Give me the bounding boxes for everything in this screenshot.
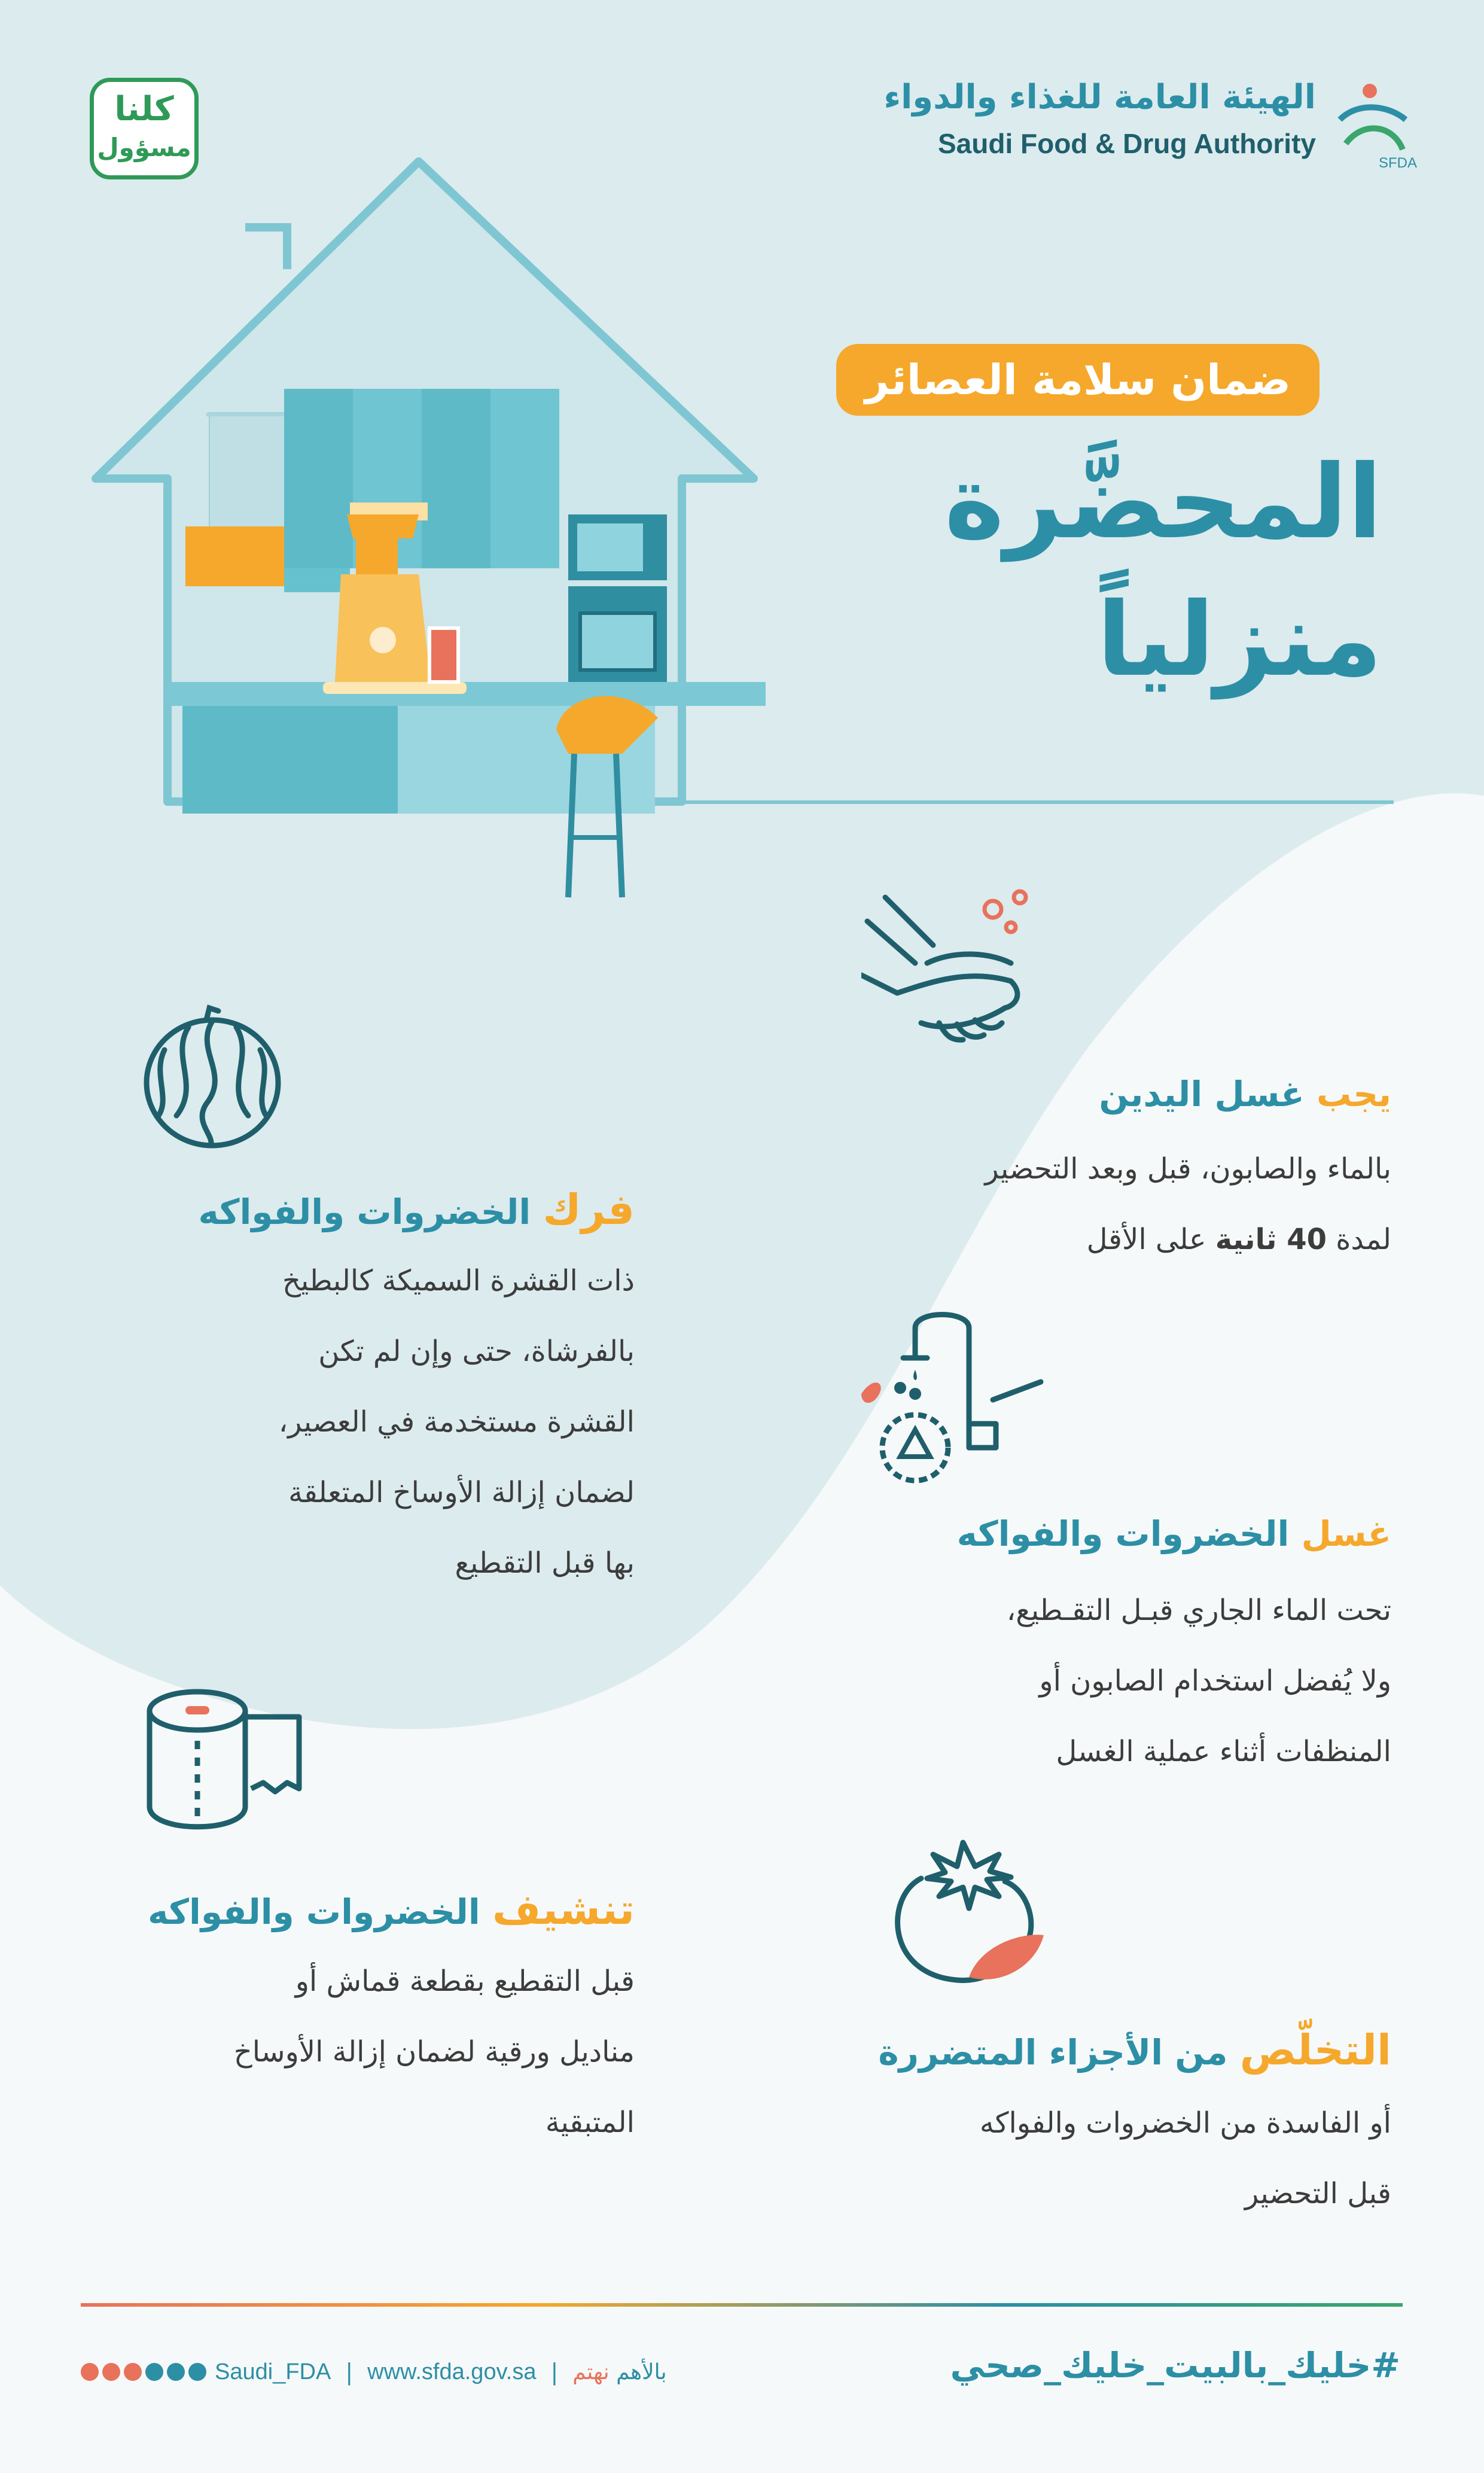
tip-wash-hands-accent: يجب <box>1317 1074 1391 1114</box>
facebook-icon[interactable] <box>188 2363 206 2381</box>
tip-dry-line3: المتبقية <box>545 2106 635 2139</box>
snapchat-icon[interactable] <box>81 2363 99 2381</box>
campaign-line1: كلنا <box>114 90 174 129</box>
watermelon-icon <box>141 1002 284 1152</box>
hero-tag-text: ضمان سلامة العصائر <box>865 355 1291 404</box>
tip-scrub-body <box>138 1245 635 1598</box>
twitter-icon[interactable] <box>167 2363 185 2381</box>
tip-dry-body <box>132 1946 635 2158</box>
tip-scrub-line3: القشرة مستخدمة في العصير، <box>278 1405 635 1439</box>
footer-hashtag[interactable]: #خليك_بالبيت_خليك_صحي <box>950 2345 1400 2386</box>
social-handle[interactable]: Saudi_FDA <box>215 2359 331 2384</box>
org-name-english: Saudi Food & Drug Authority <box>937 128 1316 159</box>
tip-dry-accent: تنشيف <box>492 1885 635 1934</box>
tip-wash-hands-body <box>853 1134 1391 1275</box>
tip-wash-hands-duration: 40 ثانية <box>1215 1223 1327 1256</box>
tip-scrub-rest: الخضروات والفواكه <box>198 1192 531 1232</box>
tip-wash-hands-line2-suffix: على الأقل <box>1086 1223 1206 1256</box>
footer-gradient-line <box>81 2303 1403 2307</box>
youtube-icon[interactable] <box>102 2363 120 2381</box>
footer-slogan-b: نهتم <box>572 2359 610 2384</box>
tomato-icon <box>879 1837 1047 1992</box>
tip-wash-produce-line2: ولا يُفضل استخدام الصابون أو <box>1039 1664 1391 1698</box>
footer-slogan-a: بالأهم <box>616 2359 667 2384</box>
campaign-line2: مسؤول <box>97 133 191 162</box>
footer-contact <box>81 2354 667 2390</box>
tip-dry-line2: مناديل ورقية لضمان إزالة الأوساخ <box>233 2035 635 2069</box>
tip-wash-produce-rest: الخضروات والفواكه <box>956 1513 1290 1554</box>
svg-text:SFDA: SFDA <box>1379 155 1418 171</box>
tip-wash-hands-heading <box>853 1074 1391 1116</box>
paper-towel-icon <box>144 1687 311 1837</box>
tip-scrub-accent: فرك <box>543 1185 635 1234</box>
tip-wash-hands-line2-prefix: لمدة <box>1336 1223 1391 1256</box>
tip-wash-hands-line2 <box>853 1204 1391 1275</box>
kitchen-illustration <box>84 156 802 921</box>
footer-separator-2: | <box>550 2359 559 2385</box>
tip-discard-heading <box>853 2025 1391 2075</box>
tip-scrub-line5: بها قبل التقطيع <box>455 1546 635 1580</box>
sfda-logo <box>883 75 1418 176</box>
tip-discard-line2: قبل التحضير <box>1244 2177 1391 2210</box>
tip-wash-hands-line1: بالماء والصابون، قبل وبعد التحضير <box>985 1152 1391 1186</box>
tip-discard-rest: من الأجزاء المتضررة <box>878 2032 1228 2073</box>
tip-scrub-line4: لضمان إزالة الأوساخ المتعلقة <box>288 1476 635 1509</box>
handwash-icon <box>861 885 1041 1047</box>
footer-separator-1: | <box>345 2359 354 2385</box>
hero-divider <box>673 800 1394 804</box>
hero-title-line2: منزلياً <box>1096 581 1382 699</box>
tip-wash-produce-body <box>877 1575 1391 1787</box>
tip-wash-hands-rest: غسل اليدين <box>1099 1074 1305 1114</box>
tip-wash-produce-accent: غسل <box>1301 1513 1391 1554</box>
tip-dry-line1: قبل التقطيع بقطعة قماش أو <box>295 1965 635 1998</box>
website-link[interactable]: www.sfda.gov.sa <box>367 2359 537 2384</box>
tip-discard-accent: التخلّص <box>1239 2026 1391 2075</box>
social-icons <box>81 2363 206 2381</box>
hero-tag <box>836 344 1320 416</box>
instagram-icon[interactable] <box>124 2363 142 2381</box>
tip-scrub-heading <box>156 1184 635 1235</box>
hero-title-line1: المحضَّرة <box>944 443 1382 562</box>
tip-dry-rest: الخضروات والفواكه <box>148 1892 480 1932</box>
footer-slogan <box>572 2360 666 2384</box>
org-name-arabic: الهيئة العامة للغذاء والدواء <box>883 78 1316 117</box>
faucet-brush-icon <box>849 1304 1053 1484</box>
tip-wash-produce-line1: تحت الماء الجاري قبـل التقـطيع، <box>1006 1594 1391 1627</box>
tip-discard-line1: أو الفاسدة من الخضروات والفواكه <box>979 2106 1391 2140</box>
tip-dry-heading <box>148 1884 635 1935</box>
sfda-emblem-icon <box>1322 78 1418 173</box>
tip-scrub-line1: ذات القشرة السميكة كالبطيخ <box>282 1264 635 1298</box>
tip-discard-body <box>853 2088 1391 2229</box>
linkedin-icon[interactable] <box>145 2363 163 2381</box>
tip-wash-produce-line3: المنظفات أثناء عملية الغسل <box>1056 1735 1391 1768</box>
tip-wash-produce-heading <box>853 1513 1391 1555</box>
tip-scrub-line2: بالفرشاة، حتى وإن لم تكن <box>318 1335 635 1368</box>
